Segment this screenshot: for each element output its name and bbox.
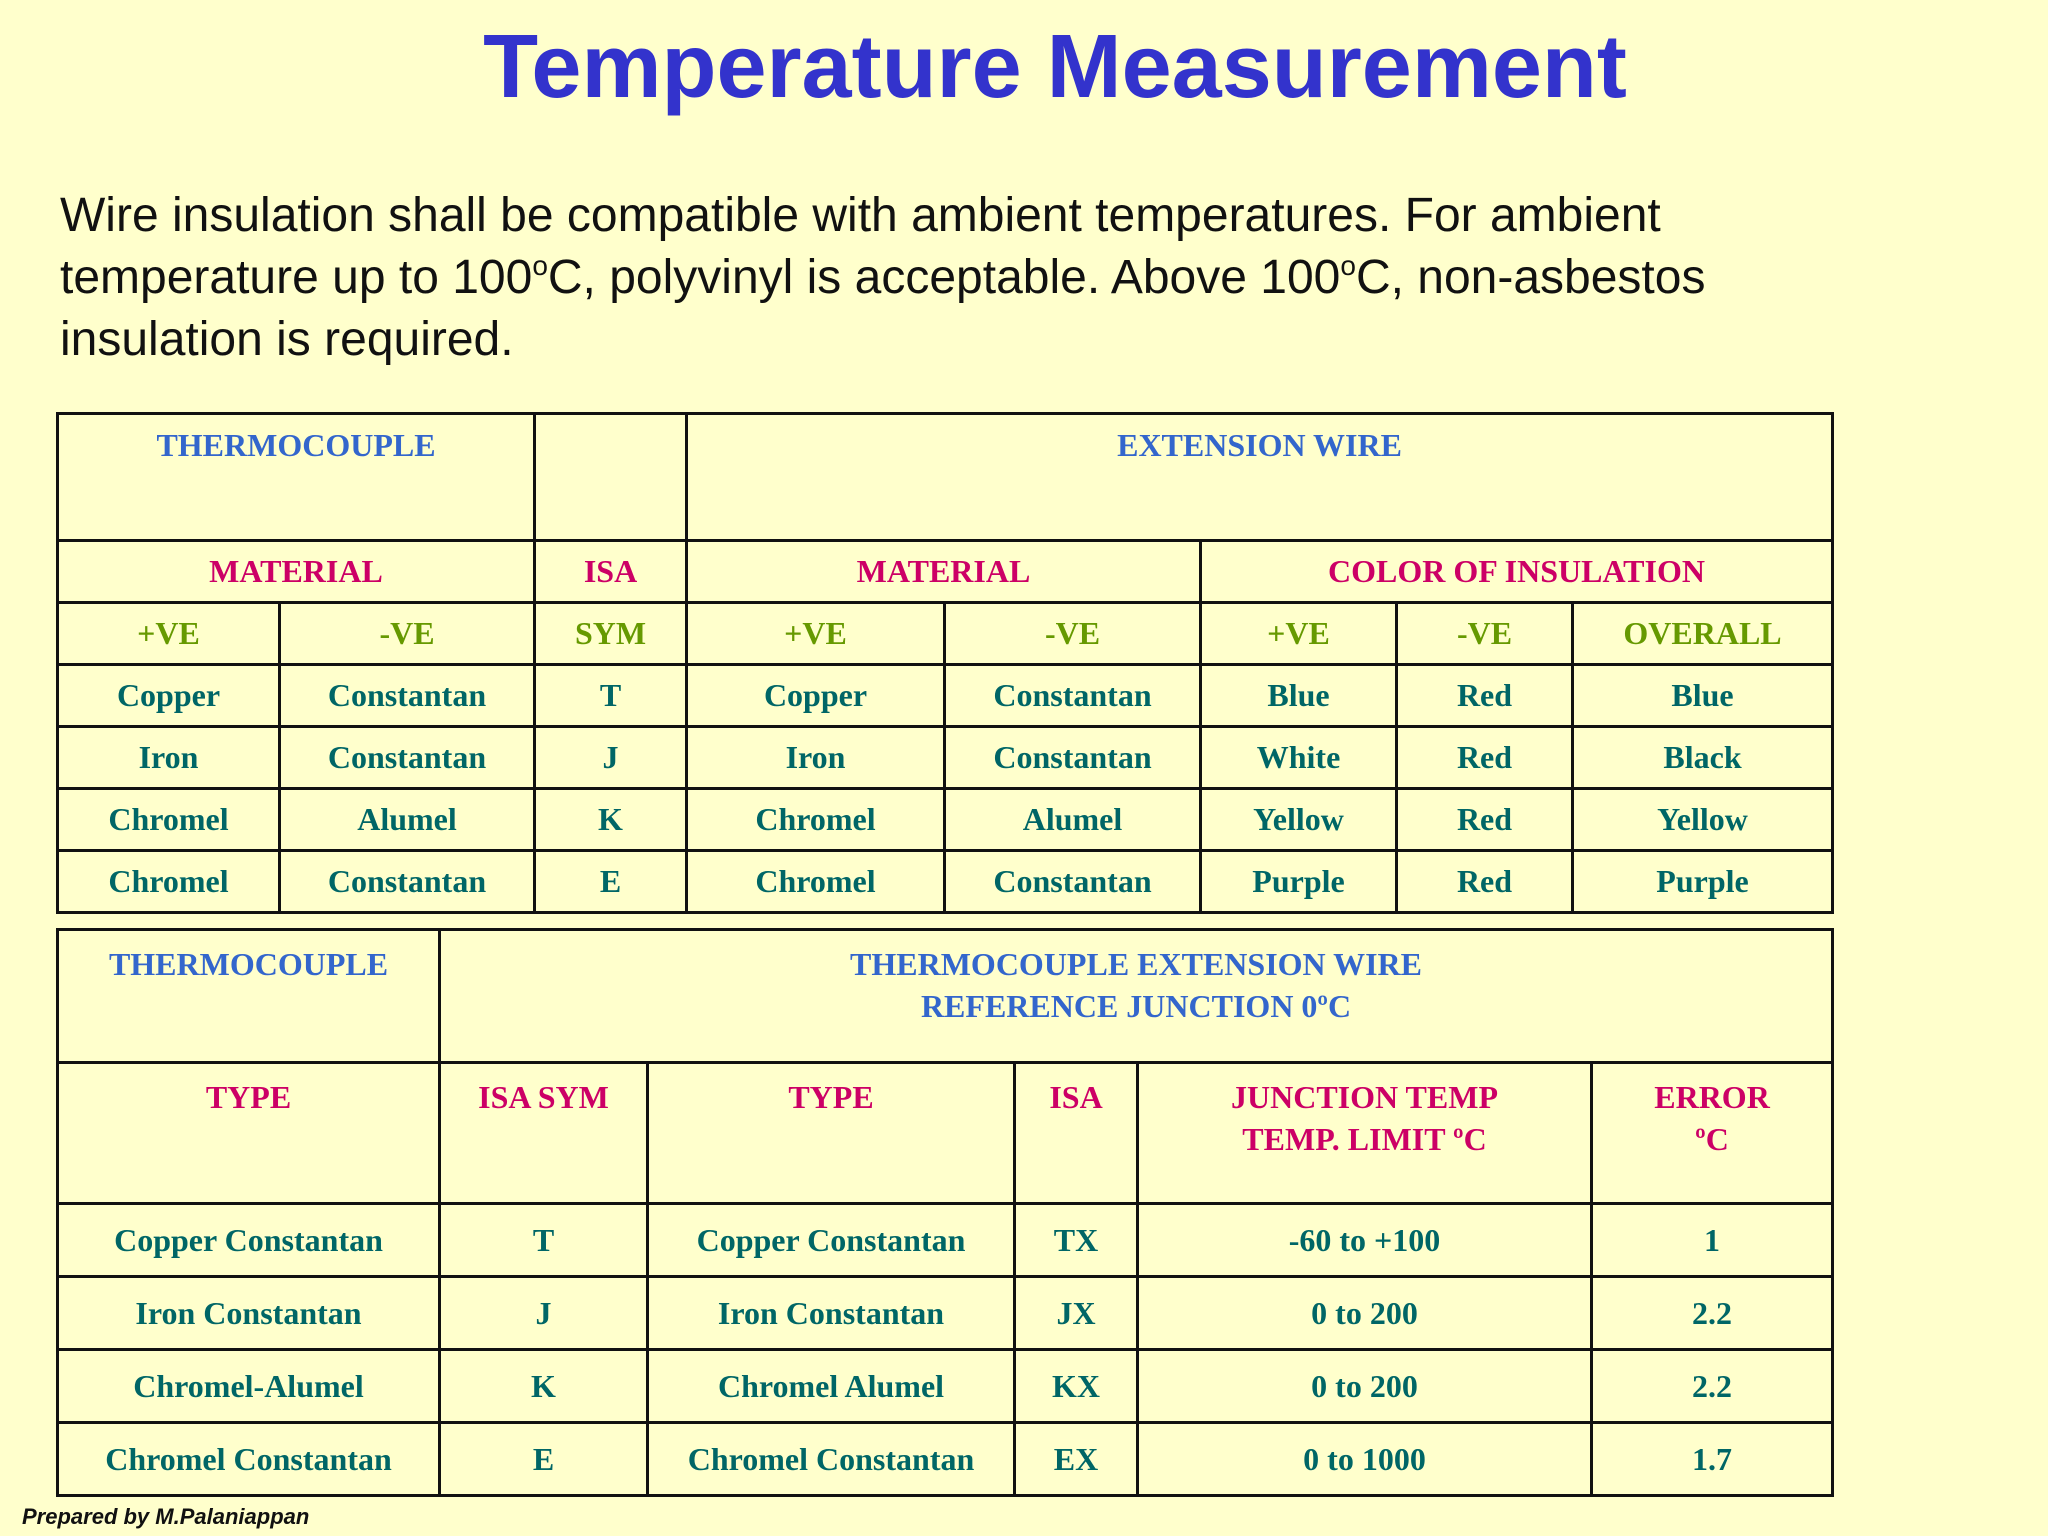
slide-title: Temperature Measurement: [483, 17, 1627, 117]
table-cell: E: [535, 851, 687, 913]
table-cell: 1.7: [1592, 1423, 1833, 1496]
table-cell: Iron: [687, 727, 945, 789]
table-cell: JX: [1015, 1277, 1138, 1350]
table-cell: 0 to 200: [1138, 1277, 1592, 1350]
table-cell: Red: [1397, 665, 1573, 727]
table-cell: Purple: [1573, 851, 1833, 913]
table-cell: Alumel: [945, 789, 1201, 851]
table-cell: Black: [1573, 727, 1833, 789]
header-thermocouple: THERMOCOUPLE: [58, 930, 440, 1063]
header-overall: OVERALL: [1573, 603, 1833, 665]
paragraph-line-2-part-c: C, non-asbestos: [1355, 251, 1706, 304]
table-cell: Copper: [58, 665, 280, 727]
table-row: [58, 1204, 1833, 1277]
header-junction-temp: [1138, 1063, 1592, 1204]
table-row: [58, 1423, 1833, 1496]
header-neg: -VE: [280, 603, 535, 665]
table-cell: Chromel Alumel: [648, 1350, 1015, 1423]
footer-credit: Prepared by M.Palaniappan: [22, 1504, 310, 1529]
header-extension-wire: EXTENSION WIRE: [687, 414, 1833, 541]
header-empty: [535, 414, 687, 541]
table-cell: Iron: [58, 727, 280, 789]
header-error: [1592, 1063, 1833, 1204]
thermocouple-error-table: [56, 928, 1834, 1497]
table-row: [58, 727, 1833, 789]
table-cell: K: [440, 1350, 648, 1423]
table-header-row: [58, 541, 1833, 603]
table-row: [58, 1350, 1833, 1423]
table-cell: Blue: [1201, 665, 1397, 727]
table-cell: Copper Constantan: [58, 1204, 440, 1277]
table-cell: -60 to +100: [1138, 1204, 1592, 1277]
table-row: [58, 665, 1833, 727]
table-cell: Constantan: [280, 727, 535, 789]
table-cell: J: [440, 1277, 648, 1350]
paragraph-line-2-part-a: temperature up to 100: [60, 251, 533, 304]
table-cell: Constantan: [945, 665, 1201, 727]
table-cell: K: [535, 789, 687, 851]
table-cell: Purple: [1201, 851, 1397, 913]
header-ext-pos: +VE: [687, 603, 945, 665]
table-row: [58, 1277, 1833, 1350]
table-cell: White: [1201, 727, 1397, 789]
header-junction-line-2: TEMP. LIMIT ºC: [1242, 1121, 1487, 1157]
header-ext-neg: -VE: [945, 603, 1201, 665]
table-header-row: [58, 414, 1833, 541]
degree-superscript: o: [1340, 250, 1356, 281]
header-color-pos: +VE: [1201, 603, 1397, 665]
table-cell: 2.2: [1592, 1350, 1833, 1423]
intro-paragraph: [60, 185, 1960, 371]
header-sym: SYM: [535, 603, 687, 665]
table-header-row: [58, 1063, 1833, 1204]
table-cell: Yellow: [1201, 789, 1397, 851]
header-type: TYPE: [58, 1063, 440, 1204]
table-cell: 1: [1592, 1204, 1833, 1277]
paragraph-line-1: Wire insulation shall be compatible with ambient temperatures. For ambient: [60, 189, 1661, 242]
header-extension-wire-reference: [440, 930, 1833, 1063]
table-cell: 0 to 1000: [1138, 1423, 1592, 1496]
table-cell: Copper: [687, 665, 945, 727]
header-isa: ISA: [535, 541, 687, 603]
table-cell: Alumel: [280, 789, 535, 851]
table-cell: Chromel Constantan: [648, 1423, 1015, 1496]
table-cell: T: [440, 1204, 648, 1277]
table-header-row: [58, 930, 1833, 1063]
header-color-neg: -VE: [1397, 603, 1573, 665]
header-isa-sym: ISA SYM: [440, 1063, 648, 1204]
extension-wire-color-table: [56, 412, 1834, 914]
table-cell: Constantan: [280, 851, 535, 913]
table-cell: Copper Constantan: [648, 1204, 1015, 1277]
table-cell: Iron Constantan: [648, 1277, 1015, 1350]
header-pos: +VE: [58, 603, 280, 665]
table-cell: E: [440, 1423, 648, 1496]
table-cell: Chromel: [58, 851, 280, 913]
header-reference-junction-line: REFERENCE JUNCTION 0ºC: [920, 988, 1352, 1024]
header-extension-wire-line: THERMOCOUPLE EXTENSION WIRE: [850, 946, 1422, 982]
table-cell: EX: [1015, 1423, 1138, 1496]
table-row: [58, 851, 1833, 913]
table-cell: Yellow: [1573, 789, 1833, 851]
table-cell: KX: [1015, 1350, 1138, 1423]
header-junction-line-1: JUNCTION TEMP: [1231, 1079, 1498, 1115]
table-cell: Chromel: [58, 789, 280, 851]
table-header-row: [58, 603, 1833, 665]
header-ext-type: TYPE: [648, 1063, 1015, 1204]
paragraph-line-2-part-b: C, polyvinyl is acceptable. Above 100: [547, 251, 1341, 304]
header-thermocouple: THERMOCOUPLE: [58, 414, 535, 541]
table-cell: J: [535, 727, 687, 789]
table-cell: Constantan: [945, 727, 1201, 789]
header-ext-material: MATERIAL: [687, 541, 1201, 603]
header-error-line-1: ERROR: [1654, 1079, 1770, 1115]
table-cell: TX: [1015, 1204, 1138, 1277]
table-cell: Constantan: [945, 851, 1201, 913]
table-cell: Iron Constantan: [58, 1277, 440, 1350]
table-cell: Chromel: [687, 851, 945, 913]
table-cell: T: [535, 665, 687, 727]
header-color-of-insulation: COLOR OF INSULATION: [1201, 541, 1833, 603]
table-cell: Blue: [1573, 665, 1833, 727]
table-cell: Red: [1397, 727, 1573, 789]
table-cell: Red: [1397, 789, 1573, 851]
table-cell: Chromel Constantan: [58, 1423, 440, 1496]
header-error-line-2: ºC: [1695, 1121, 1729, 1157]
table-cell: Constantan: [280, 665, 535, 727]
table-cell: Chromel-Alumel: [58, 1350, 440, 1423]
paragraph-line-3: insulation is required.: [60, 313, 514, 366]
table-cell: Red: [1397, 851, 1573, 913]
table-row: [58, 789, 1833, 851]
paragraph-line-2: [60, 247, 1960, 309]
header-isa: ISA: [1015, 1063, 1138, 1204]
table-cell: 2.2: [1592, 1277, 1833, 1350]
table-cell: 0 to 200: [1138, 1350, 1592, 1423]
degree-superscript: o: [532, 250, 548, 281]
header-material: MATERIAL: [58, 541, 535, 603]
table-cell: Chromel: [687, 789, 945, 851]
